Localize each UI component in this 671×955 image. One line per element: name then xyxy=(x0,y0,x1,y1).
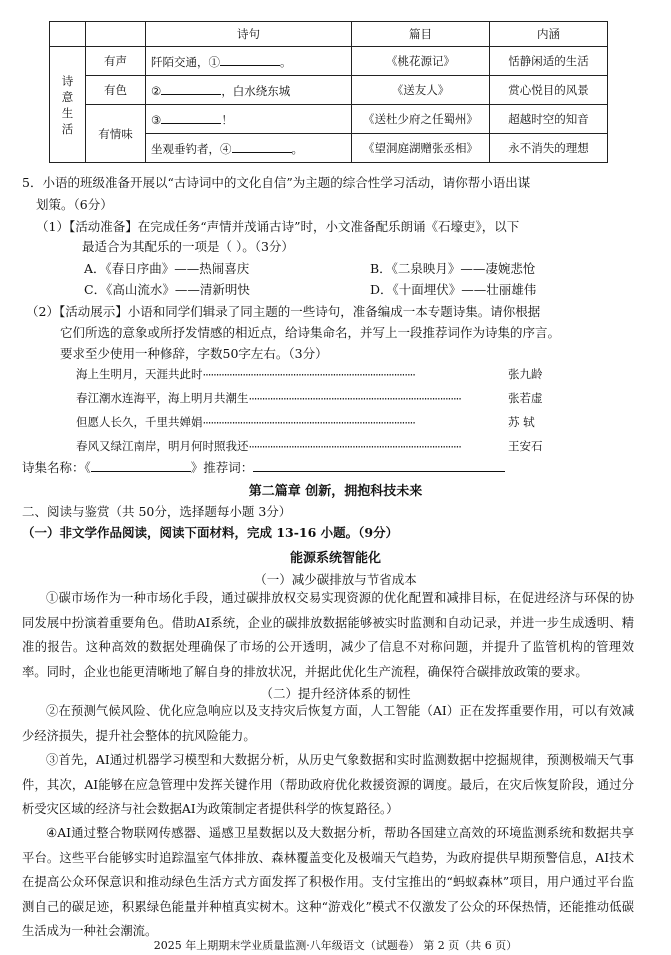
article-subtitle-2: （二）提升经济体系的韧性 xyxy=(260,686,411,701)
q5-part1-line2: 最适合为其配乐的一项是（ ）。（3分） xyxy=(82,239,294,254)
title-cell: 《送杜少府之任蜀州》 xyxy=(352,105,490,134)
aspect-cell: 有色 xyxy=(86,76,146,105)
recommendation-input[interactable] xyxy=(253,459,505,472)
collection-name-input[interactable] xyxy=(91,459,191,472)
aspect-cell: 有声 xyxy=(86,47,146,76)
article-subtitle-1: （一）减少碳排放与节省成本 xyxy=(254,572,417,587)
answer-blank-2[interactable] xyxy=(161,82,221,95)
q5-part2-line3: 要求至少使用一种修辞，字数50字左右。（3分） xyxy=(60,346,328,361)
table-header-poem: 诗句 xyxy=(146,22,352,47)
poem-author: 张若虚 xyxy=(508,391,543,405)
meaning-cell: 永不消失的理想 xyxy=(490,134,608,163)
title-cell: 《桃花源记》 xyxy=(352,47,490,76)
poem-line: 海上生明月，天涯共此时················································································ xyxy=(76,367,415,382)
q5-stem-line1: 5．小语的班级准备开展以“古诗词中的文化自信”为主题的综合性学习活动，请你帮小语出谋 xyxy=(22,175,531,190)
option-a[interactable]: A．《春日序曲》——热闹喜庆 xyxy=(84,261,250,276)
article-paragraph-1: ①碳市场作为一种市场化手段，通过碳排放权交易实现资源的优化配置和减排目标，在促进经济与环保的协同发展中扮演着重要角色。借助AI系统，企业的碳排放数据能够被实时监测和自动记录，并进一步生成透明、精准的报告。这种高效的数据处理确保了市场的公开透明，减少了信息不对称问题，并提升了监管机构的管理效率。同时，企业也能更清晰地了解自身的排放状况，并据此优化生产流程，确保符合碳排放政策的要求。 xyxy=(22,591,634,679)
table-header-title: 篇目 xyxy=(352,22,490,47)
table-header-meaning: 内涵 xyxy=(490,22,608,47)
q5-part1-line1: （1）【活动准备】在完成任务“声情并茂诵古诗”时，小文准备配乐朗诵《石壕吏》，以下 xyxy=(36,219,520,234)
title-cell: 《送友人》 xyxy=(352,76,490,105)
poem-line: 春风又绿江南岸，明月何时照我还················································································ xyxy=(76,439,461,454)
option-d[interactable]: D．《十面埋伏》——壮丽雄伟 xyxy=(370,282,537,297)
subsection-heading: （一）非文学作品阅读，阅读下面材料，完成 13-16 小题。（9分） xyxy=(22,525,399,540)
poem-cell: ③ ！ xyxy=(146,105,352,134)
poem-cell: 阡陌交通，① 。 xyxy=(146,47,352,76)
answer-blank-1[interactable] xyxy=(220,53,280,66)
answer-blank-4[interactable] xyxy=(232,140,292,153)
poem-line: 但愿人长久，千里共婵娟················································································ xyxy=(76,415,415,430)
q5-stem-line2: 划策。（6分） xyxy=(36,197,113,212)
row-group-label: 诗意生活 xyxy=(61,73,74,136)
title-cell: 《望洞庭湖赠张丞相》 xyxy=(352,134,490,163)
collection-name-row xyxy=(22,458,505,476)
recommendation-label: 》推荐词： xyxy=(190,460,254,475)
section-heading: 二、阅读与鉴赏（共 50分，选择题每小题 3分） xyxy=(22,504,292,519)
option-c[interactable]: C．《高山流水》——清新明快 xyxy=(84,282,250,297)
poem-line: 春江潮水连海平，海上明月共潮生················································································ xyxy=(76,391,461,406)
article-paragraph-2: ②在预测气候风险、优化应急响应以及支持灾后恢复方面，人工智能（AI）正在发挥重要作用，可以有效减少经济损失，提升社会整体的抗风险能力。 xyxy=(22,704,634,743)
aspect-cell: 有情味 xyxy=(86,105,146,163)
collection-name-label: 诗集名称：《 xyxy=(22,460,91,475)
article-paragraph-4: ④AI通过整合物联网传感器、遥感卫星数据以及大数据分析，帮助各国建立高效的环境监测系统和数据共享平台。这些平台能够实时追踪温室气体排放、森林覆盖变化及极端天气趋势，为政府提供早期预警信息，AI技术在提高公众环保意识和推动绿色生活方式方面发挥了积极作用。支付宝推出的“蚂蚁森林”项目，用户通过平台监测自己的碳足迹，积累绿色能量并种植真实树木。这种“游戏化”模式不仅激发了公众的环保热情，还能推动低碳生活成为一种社会潮流。 xyxy=(22,826,634,938)
page-footer: 2025 年上期期末学业质量监测·八年级语文（试题卷） 第 2 页（共 6 页） xyxy=(153,939,518,952)
chapter-title: 第二篇章 创新，拥抱科技未来 xyxy=(248,484,423,499)
article-paragraph-3: ③首先，AI通过机器学习模型和大数据分析，从历史气象数据和实时监测数据中挖掘规律，预测极端天气事件，其次，AI能够在应急管理中发挥关键作用（帮助政府优化救援资源的调度。最后，在灾后恢复阶段，通过分析受灾区域的经济与社会数据AI为政策制定者提供科学的恢复路径。） xyxy=(22,753,634,816)
meaning-cell: 超越时空的知音 xyxy=(490,105,608,134)
poem-author: 王安石 xyxy=(508,439,543,453)
poem-cell: 坐观垂钓者，④ 。 xyxy=(146,134,352,163)
answer-blank-3[interactable] xyxy=(161,111,221,124)
option-b[interactable]: B．《二泉映月》——凄婉悲怆 xyxy=(370,261,536,276)
q5-part2-line1: （2）【活动展示】小语和同学们辑录了同主题的一些诗句，准备编成一本专题诗集。请你根据 xyxy=(26,304,541,319)
meaning-cell: 赏心悦目的风景 xyxy=(490,76,608,105)
poem-author: 张九龄 xyxy=(508,367,543,381)
poem-author: 苏 轼 xyxy=(508,415,535,429)
poem-cell: ② ，白水绕东城 xyxy=(146,76,352,105)
meaning-cell: 恬静闲适的生活 xyxy=(490,47,608,76)
q5-part2-line2: 它们所选的意象或所抒发情感的相近点，给诗集命名，并写上一段推荐词作为诗集的序言。 xyxy=(60,325,561,340)
article-title: 能源系统智能化 xyxy=(289,551,381,566)
poetry-table xyxy=(49,21,608,163)
